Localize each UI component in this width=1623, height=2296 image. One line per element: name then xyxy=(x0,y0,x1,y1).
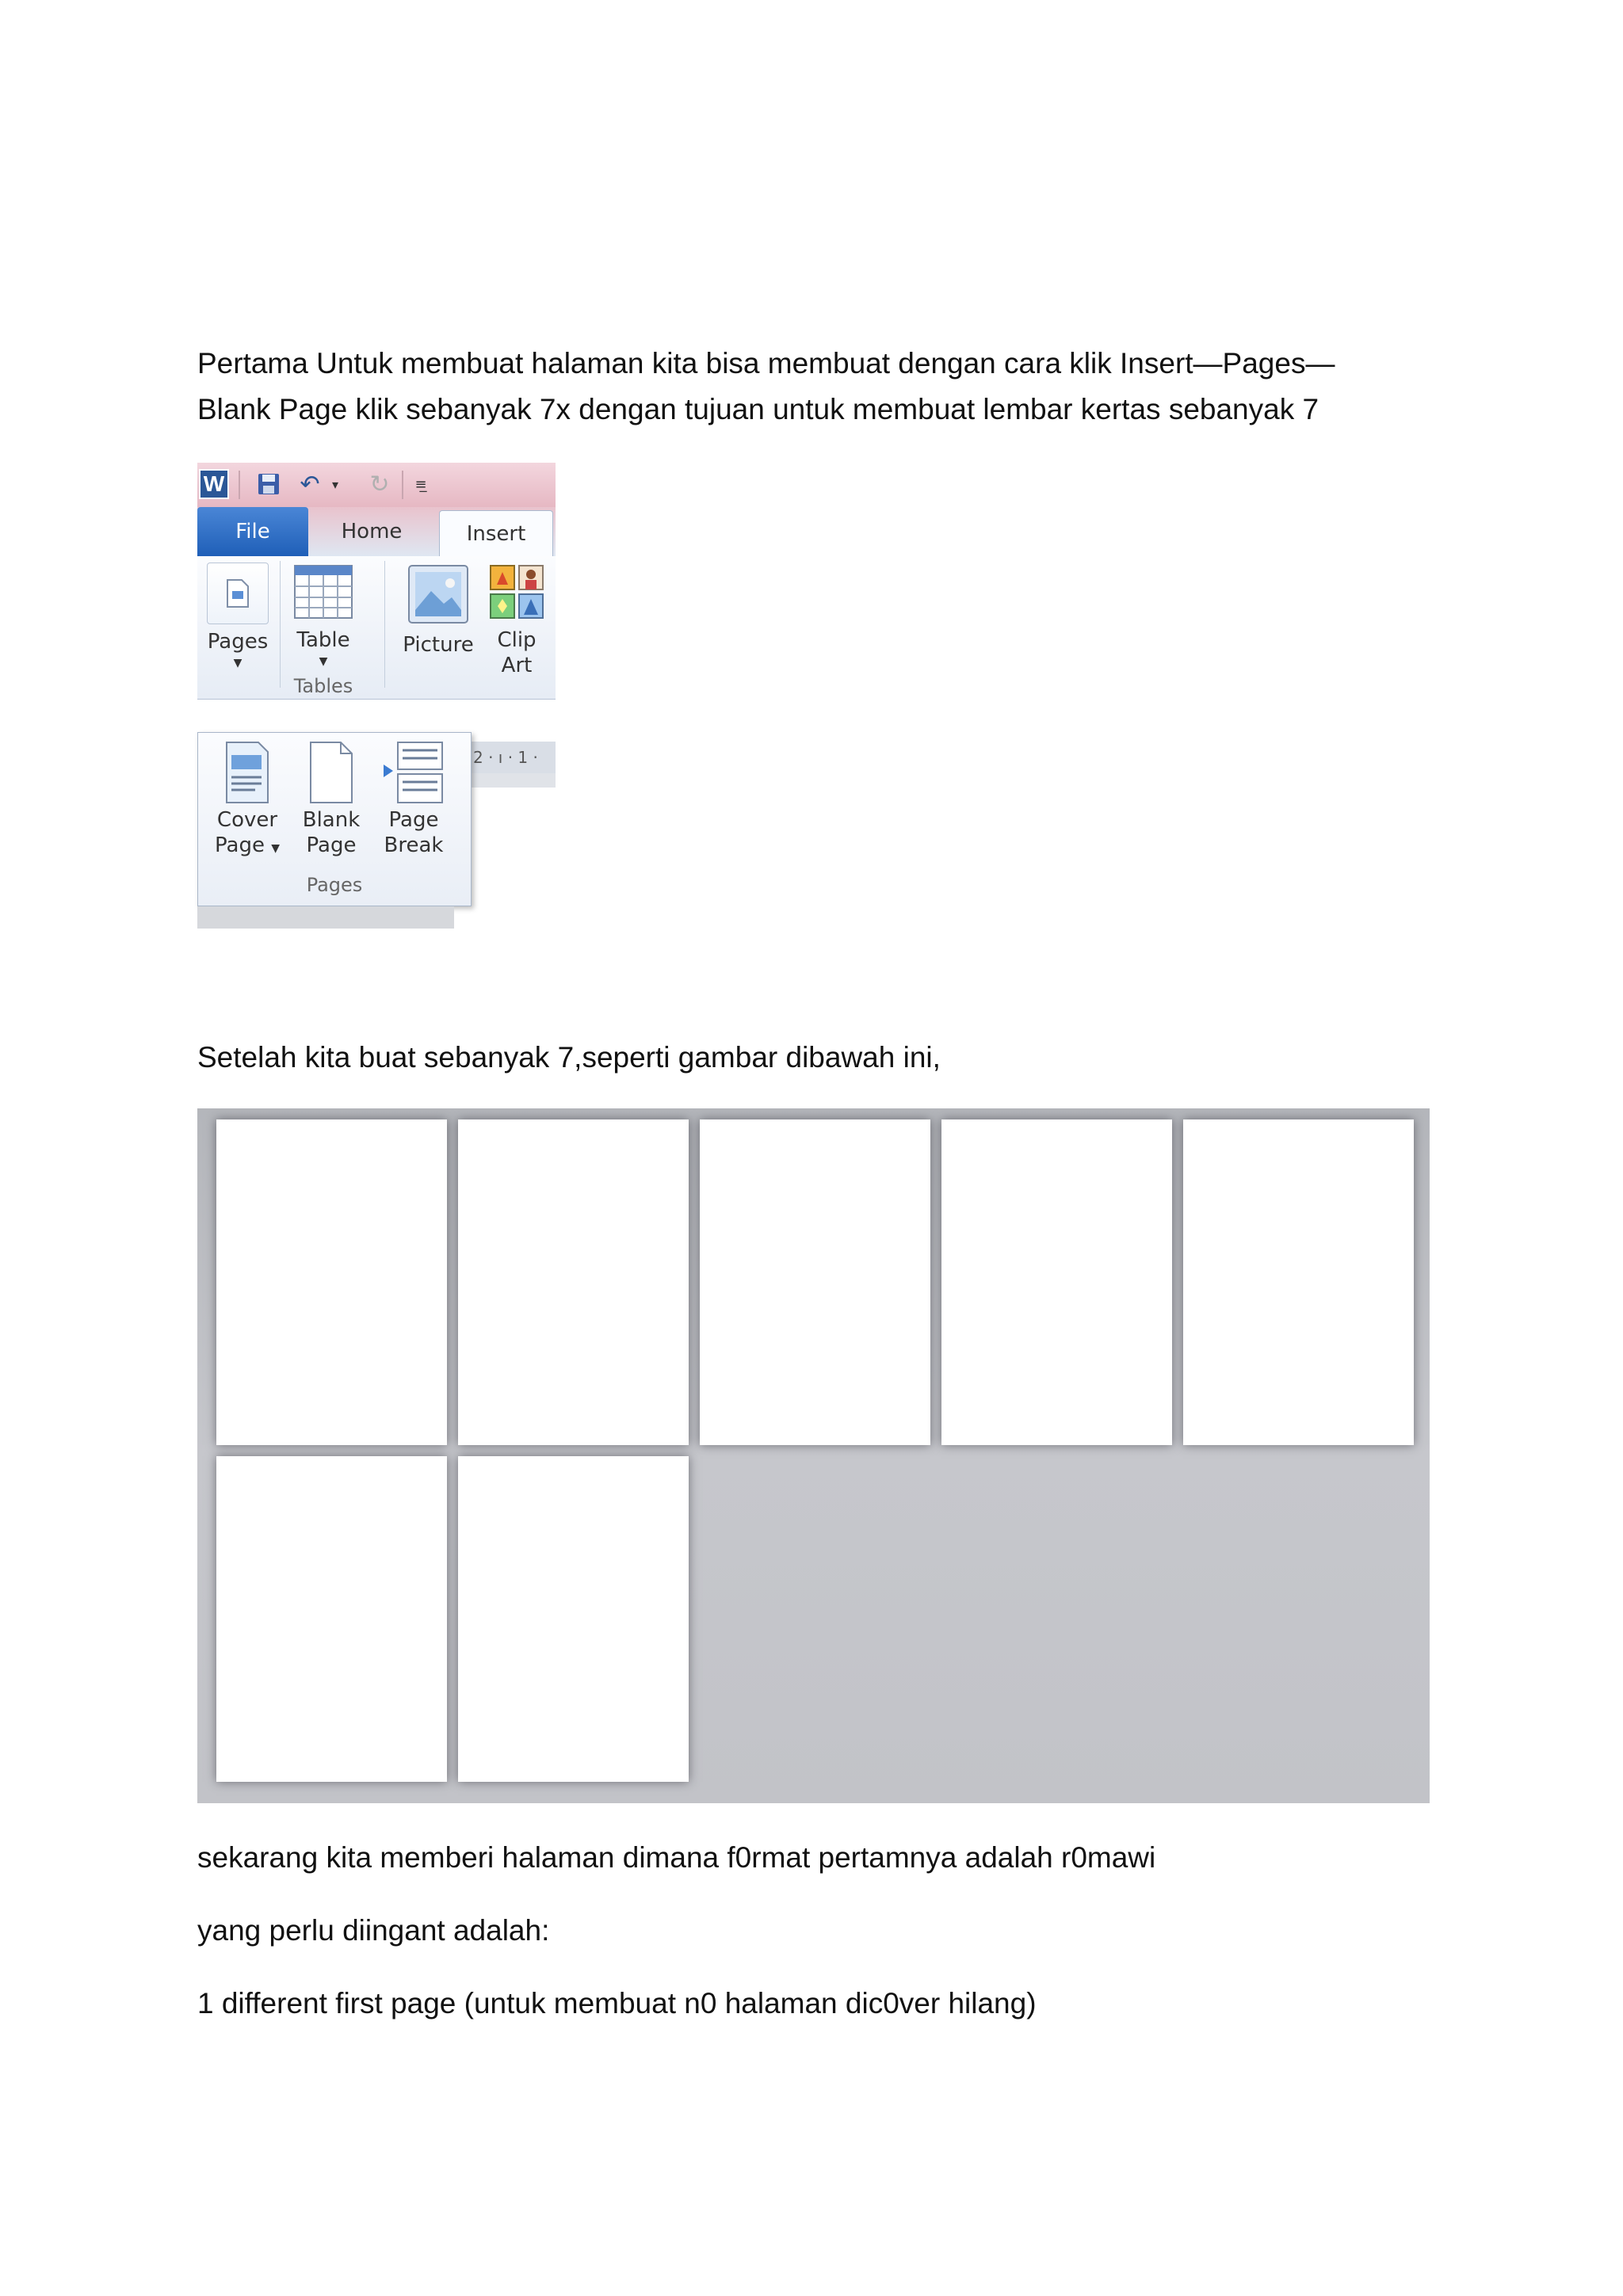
pages-dropdown-panel xyxy=(197,732,472,906)
ribbon-insert-panel xyxy=(197,556,556,700)
page-break-icon xyxy=(376,741,452,804)
tab-insert[interactable]: Insert xyxy=(439,510,553,557)
clip-art-icon xyxy=(483,564,551,620)
clip-art-button[interactable] xyxy=(483,564,551,678)
word-app-icon[interactable]: W xyxy=(199,469,229,499)
page-thumbnail xyxy=(458,1119,689,1445)
toolbar-separator xyxy=(239,471,240,499)
after-pages-paragraph: Setelah kita buat sebanyak 7,seperti gambar dibawah ini, xyxy=(197,1041,941,1074)
tables-group-label: Tables xyxy=(293,675,353,697)
group-separator xyxy=(384,561,385,688)
table-icon xyxy=(288,564,359,620)
intro-line-1: Pertama Untuk membuat halaman kita bisa membuat dengan cara klik Insert—Pages— xyxy=(197,347,1335,379)
save-icon[interactable] xyxy=(254,469,283,499)
quick-access-toolbar xyxy=(197,463,556,507)
page-break-label-line1: Page xyxy=(388,808,439,832)
page-thumbnail xyxy=(700,1119,930,1445)
clip-art-label-line1: Clip xyxy=(497,628,537,652)
ribbon-tab-bar xyxy=(197,507,556,556)
table-button-label: Table xyxy=(296,628,350,652)
cover-page-label-line1: Cover xyxy=(216,808,278,832)
step1-paragraph: 1 different first page (untuk membuat n0 halaman dic0ver hilang) xyxy=(197,1987,1037,2019)
toolbar-separator xyxy=(402,471,403,499)
ruler: 2 · ı · 1 · xyxy=(467,742,556,773)
page-break-button[interactable] xyxy=(376,741,452,858)
tab-home[interactable]: Home xyxy=(341,520,403,543)
cover-page-icon xyxy=(206,741,288,804)
page-thumbnail xyxy=(1183,1119,1414,1445)
document-area xyxy=(467,773,556,788)
cover-page-label-line2: Page ▼ xyxy=(215,833,280,857)
clip-art-label-line2: Art xyxy=(501,654,533,677)
pages-group-label: Pages xyxy=(306,874,363,896)
page-thumbnail xyxy=(216,1456,447,1782)
pages-button-label: Pages xyxy=(207,630,269,654)
word-ribbon-screenshot xyxy=(197,463,556,930)
remember-paragraph: yang perlu diingant adalah: xyxy=(197,1914,550,1947)
pages-icon xyxy=(207,563,269,624)
blank-page-button[interactable] xyxy=(295,741,368,858)
page-break-label-line2: Break xyxy=(384,833,444,857)
chevron-down-icon: ▼ xyxy=(271,842,280,855)
group-separator xyxy=(280,561,281,688)
undo-icon[interactable]: ↶ xyxy=(300,470,320,498)
page-thumbnail xyxy=(458,1456,689,1782)
blank-page-label-line1: Blank xyxy=(302,808,361,832)
undo-dropdown-icon[interactable]: ▾ xyxy=(331,476,339,492)
dropdown-shadow xyxy=(197,906,454,929)
roman-format-paragraph: sekarang kita memberi halaman dimana f0rmat pertamnya adalah r0mawi xyxy=(197,1841,1156,1874)
page-thumbnail xyxy=(941,1119,1172,1445)
tab-file[interactable]: File xyxy=(197,507,308,556)
picture-icon xyxy=(400,564,476,624)
table-button[interactable] xyxy=(288,564,359,670)
pages-button[interactable] xyxy=(205,563,270,672)
page-thumbnail xyxy=(216,1119,447,1445)
intro-paragraph xyxy=(197,341,1335,433)
redo-icon[interactable]: ↻ xyxy=(369,470,390,498)
blank-page-label-line2: Page xyxy=(306,833,357,857)
intro-line-2: Blank Page klik sebanyak 7x dengan tujuan untuk membuat lembar kertas sebanyak 7 xyxy=(197,393,1319,425)
cover-page-button[interactable] xyxy=(206,741,288,861)
picture-button-label: Picture xyxy=(403,633,474,657)
blank-page-icon xyxy=(295,741,368,804)
picture-button[interactable] xyxy=(400,564,476,658)
customize-qat-icon[interactable]: ≡̲ xyxy=(414,475,427,493)
multiple-pages-screenshot xyxy=(197,1108,1430,1803)
chevron-down-icon: ▼ xyxy=(233,657,242,669)
chevron-down-icon: ▼ xyxy=(319,655,328,668)
